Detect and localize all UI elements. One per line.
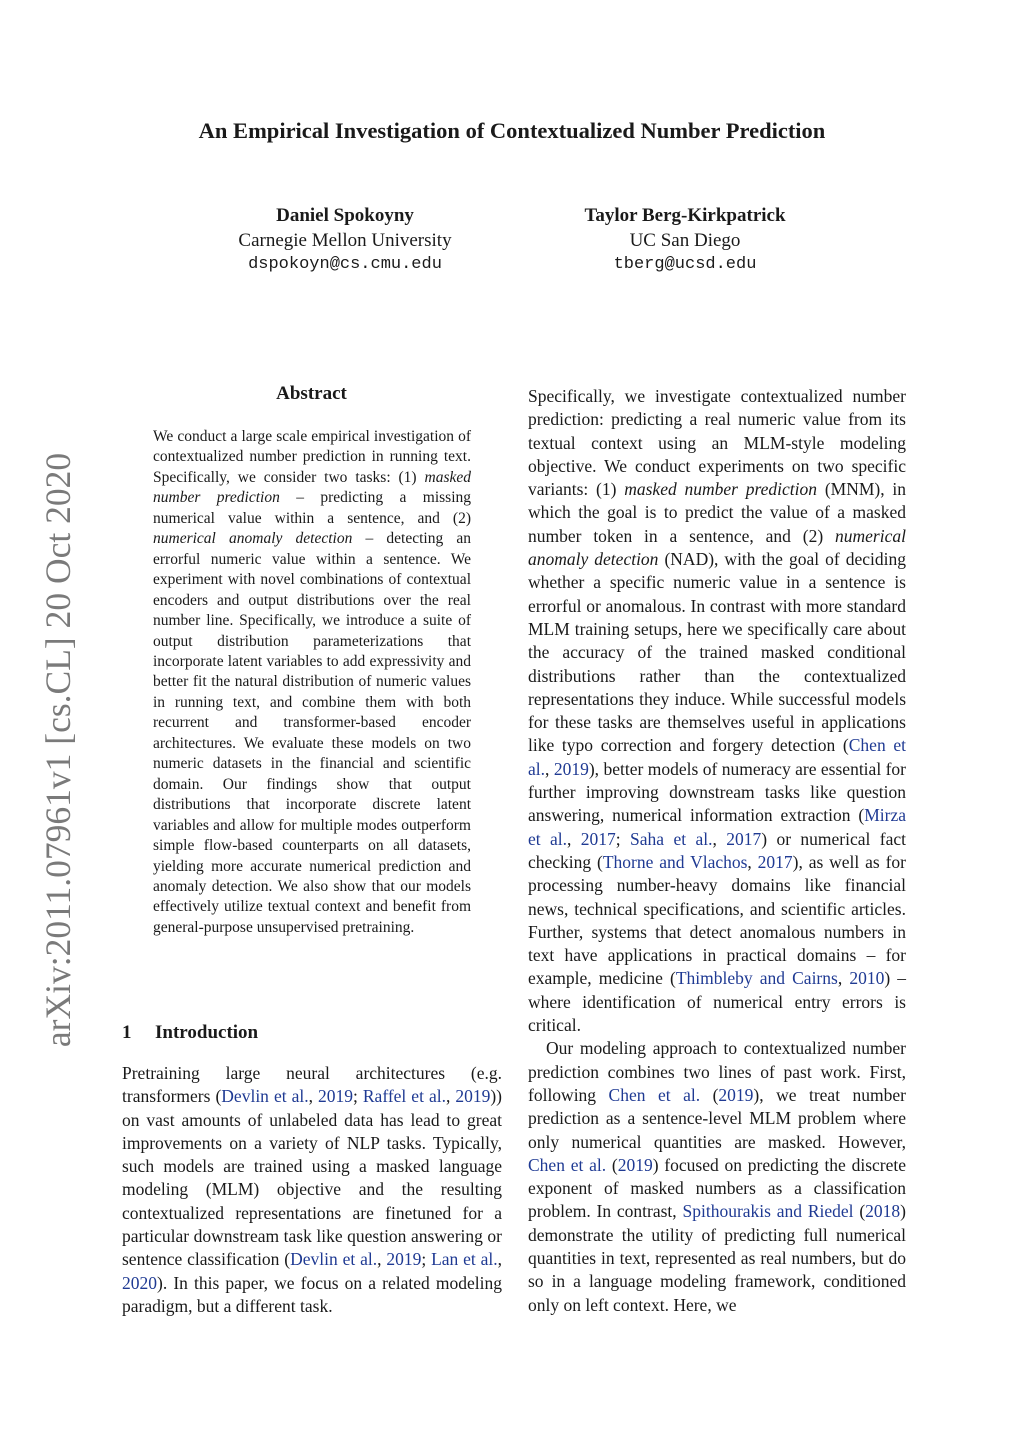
intro-column-left [122,1062,502,1318]
abstract-emphasis: masked number prediction [153,468,471,507]
citation-link[interactable]: Chen et al. [608,1084,701,1105]
abstract-paragraph: We conduct a large scale empirical investigation of contextualized number prediction in running text. Specifically, we consider two tasks: (1) masked number prediction – predicting a missing numerical value within a sentence, and (2) numerical anomaly detection – detecting an errorful numeric value within a sentence. We experiment with novel combinations of contextual encoders and output distributions over the real number line. Specifically, we introduce a suite of output distribution parameterizations that incorporate latent variables to add expressivity and better fit the natural distribution of numeric values in running text, and combine them with both recurrent and transformer-based encoder architectures. We evaluate these models on two numeric datasets in the financial and scientific domain. Our findings show that output distributions that incorporate discrete latent variables and allow for multiple modes outperform simple flow-based counterparts on all datasets, yielding more accurate numerical prediction and anomaly detection. We also show that our models effectively utilize textual context and benefit from general-purpose unsupervised pretraining. [153,428,471,936]
body-paragraph: Our modeling approach to contextualized number prediction combines two lines of past work. First, following Chen et al. (2019), we treat number prediction as a sentence-level MLM problem where only numerical quantities are masked. However, Chen et al. (2019) focused on predicting the discrete exponent of masked numbers as a classification problem. In contrast, Spithourakis and Riedel (2018) demonstrate the utility of predicting full numerical quantities in text, represented as real numbers, but do so in a language modeling framework, conditioned only on left context. Here, we [528,1038,907,1315]
section-number: 1 [122,1022,132,1043]
citation-link[interactable]: 2017 [580,828,616,849]
author-name: Taylor Berg-Kirkpatrick [584,205,786,226]
author-email: tberg@ucsd.edu [613,255,757,274]
citation-link[interactable]: Chen et al. [528,735,906,779]
citation-link[interactable]: 2019 [455,1086,491,1107]
citation-link[interactable]: Devlin et al. [221,1086,309,1107]
body-paragraph: Pretraining large neural architectures (e.g. transformers (Devlin et al., 2019; Raffel et al., 2019)) on vast amounts of unlabeled data has lead to great improvements on a variety of NLP tasks. Typically, such models are trained using a masked language modeling (MLM) objective and the resulting contextualized representations are finetuned for a particular downstream task like question answering or sentence classification (Devlin et al., 2019; Lan et al., 2020). In this paper, we focus on a related modeling paradigm, but a different task. [122,1063,503,1316]
citation-link[interactable]: Thorne and Vlachos [602,851,748,872]
section-heading-introduction [122,1022,258,1044]
arxiv-stamp: arXiv:2011.07961v1 [cs.CL] 20 Oct 2020 [38,452,78,1048]
author-email: dspokoyn@cs.cmu.edu [248,255,442,274]
citation-link[interactable]: Raffel et al. [362,1086,446,1107]
abstract-heading: Abstract [276,383,347,404]
author-affiliation: Carnegie Mellon University [238,229,452,251]
citation-link[interactable]: 2019 [386,1249,422,1270]
citation-link[interactable]: 2020 [122,1272,157,1293]
section-title: Introduction [155,1022,259,1043]
author-block [520,204,850,278]
citation-link[interactable]: Mirza et al. [528,805,906,849]
citation-link[interactable]: 2019 [553,758,589,779]
citation-link[interactable]: Saha et al. [630,828,713,849]
body-paragraph: Specifically, we investigate contextualized number prediction: predicting a real numeric value from its textual context using an MLM-style modeling objective. We conduct experiments on two specific variants: (1) masked number prediction (MNM), in which the goal is to predict the value of a masked number token in a sentence, and (2) numerical anomaly detection (NAD), with the goal of deciding whether a specific numeric value in a sentence is errorful or anomalous. In contrast with more standard MLM training setups, here we specifically care about the accuracy of the trained masked conditional distributions rather than the contextualized representations they induce. While successful models for these tasks are themselves useful in applications like typo correction and forgery detection (Chen et al., 2019), better models of numeracy are essential for further improving downstream tasks like question answering, numerical information extraction (Mirza et al., 2017; Saha et al., 2017) or numerical fact checking (Thorne and Vlachos, 2017), as well as for processing number-heavy domains like financial news, technical specifications, and scientific articles. Further, systems that detect anomalous numbers in text have applications in practical domains – for example, medicine (Thimbleby and Cairns, 2010) – where identification of numerical entry errors is critical. [528,386,907,1036]
citation-link[interactable]: Spithourakis and Riedel [682,1201,854,1222]
author-block [180,204,510,278]
citation-link[interactable]: 2019 [617,1154,653,1175]
abstract-body [153,427,471,938]
intro-column-right [528,385,906,1317]
citation-link[interactable]: 2019 [718,1084,754,1105]
citation-link[interactable]: Devlin et al. [290,1249,378,1270]
author-name: Daniel Spokoyny [276,205,414,226]
citation-link[interactable]: 2017 [726,828,762,849]
citation-link[interactable]: Thimbleby and Cairns [675,968,838,989]
citation-link[interactable]: 2018 [865,1201,901,1222]
paper-title: An Empirical Investigation of Contextualized Number Prediction [198,118,826,143]
citation-link[interactable]: 2019 [317,1086,353,1107]
citation-link[interactable]: 2017 [757,851,793,872]
citation-link[interactable]: Lan et al. [431,1249,498,1270]
author-affiliation: UC San Diego [629,229,741,251]
citation-link[interactable]: Chen et al. [528,1154,607,1175]
citation-link[interactable]: 2010 [849,968,885,989]
abstract-emphasis: numerical anomaly detection [153,530,353,548]
